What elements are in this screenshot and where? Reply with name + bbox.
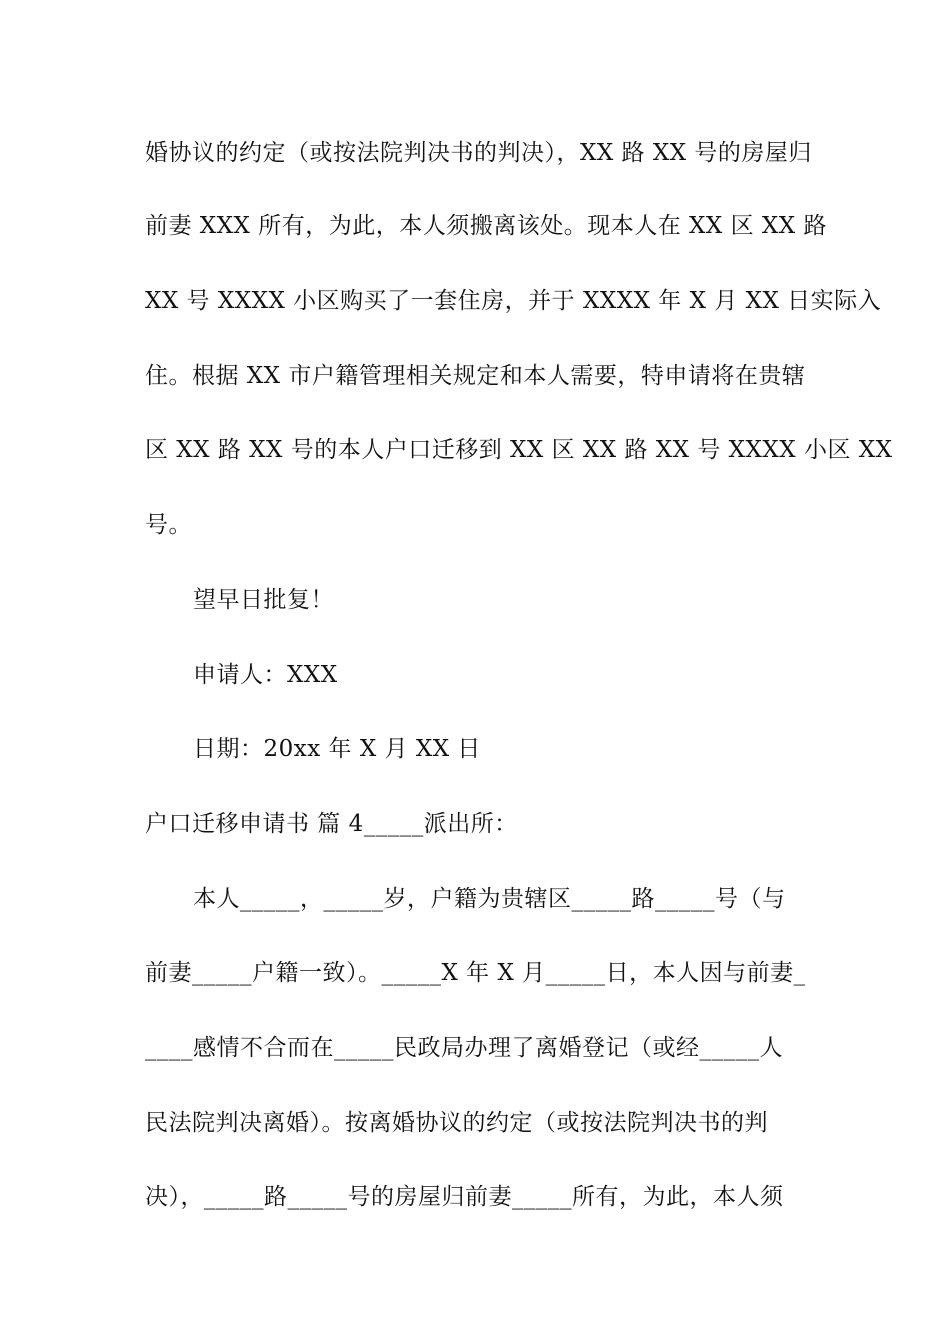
applicant-line: 申请人：XXX xyxy=(193,662,338,688)
text-line-13: ____感情不合而在_____民政局办理了离婚登记（或经_____人 xyxy=(145,1035,783,1061)
text-line-1: 婚协议的约定（或按法院判决书的判决），XX 路 XX 号的房屋归 xyxy=(145,140,812,166)
text-line-4: 住。根据 XX 市户籍管理相关规定和本人需要，特申请将在贵辖 xyxy=(145,363,806,389)
date-line: 日期：20xx 年 X 月 XX 日 xyxy=(193,736,481,762)
text-line-12: 前妻_____户籍一致）。_____X 年 X 月_____日，本人因与前妻_ xyxy=(145,960,806,986)
text-line-3: XX 号 XXXX 小区购买了一套住房，并于 XXXX 年 X 月 XX 日实际入 xyxy=(145,288,882,314)
text-line-2: 前妻 XXX 所有，为此，本人须搬离该处。现本人在 XX 区 XX 路 xyxy=(145,213,827,239)
text-line-6: 号。 xyxy=(145,512,192,538)
text-line-11: 本人_____，_____岁，户籍为贵辖区_____路_____号（与 xyxy=(193,886,786,912)
closing-request: 望早日批复！ xyxy=(193,587,334,613)
text-line-15: 决），_____路_____号的房屋归前妻_____所有，为此，本人须 xyxy=(145,1184,784,1210)
section-heading: 户口迁移申请书 篇 4_____派出所： xyxy=(145,811,518,837)
text-line-5: 区 XX 路 XX 号的本人户口迁移到 XX 区 XX 路 XX 号 XXXX 小区 XX xyxy=(145,437,893,463)
text-line-14: 民法院判决离婚）。按离婚协议的约定（或按法院判决书的判 xyxy=(145,1110,768,1136)
